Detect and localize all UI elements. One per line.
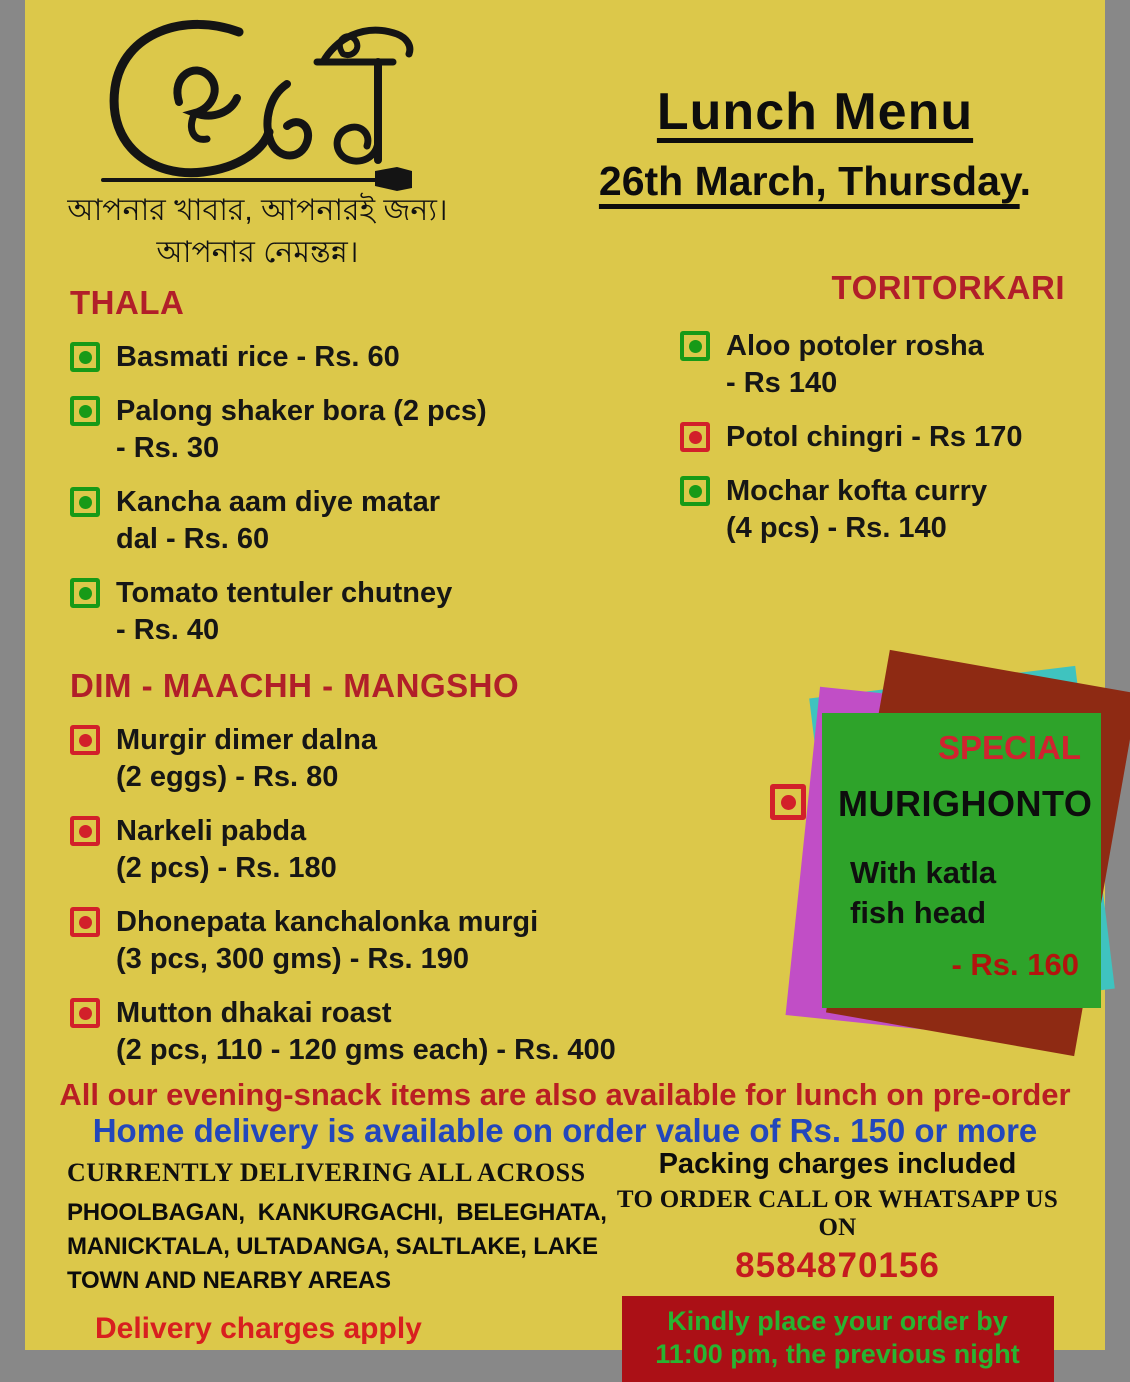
delivery-areas-line: MANICKTALA, ULTADANGA, SALTLAKE, LAKE [67,1233,598,1260]
brand-tagline-1: আপনার খাবার, আপনারই জন্য। [67,194,448,227]
deadline-line: Kindly place your order by [667,1306,1008,1336]
section-title-toritorkari: TORITORKARI [831,269,1065,306]
header [580,82,1050,205]
right-menu-column [680,268,1065,564]
nonveg-icon [70,725,100,755]
item-line: Mutton dhakai roast [116,997,392,1029]
page-title: Lunch Menu [656,83,974,141]
menu-item [70,995,700,1069]
item-line: Narkeli pabda [116,815,307,847]
item-line: Aloo potoler rosha [726,330,984,362]
delivery-info [67,1156,607,1346]
delivery-charges-note: Delivery charges apply [95,1312,422,1345]
special-price: - Rs. 160 [951,947,1079,982]
item-line: - Rs. 40 [116,614,220,646]
nonveg-icon [70,816,100,846]
veg-icon [70,578,100,608]
nonveg-icon [680,422,710,452]
section-title-thala: THALA [70,284,185,321]
nonveg-dot [781,795,796,810]
item-line: - Rs 140 [726,367,838,399]
home-delivery-note: Home delivery is available on order value of Rs. 150 or more [92,1112,1038,1149]
item-line: (2 eggs) - Rs. 80 [116,761,339,793]
veg-icon [70,396,100,426]
menu-item [70,813,700,887]
menu-item [70,339,700,376]
delivery-heading: CURRENTLY DELIVERING ALL ACROSS [67,1158,586,1187]
item-line: dal - Rs. 60 [116,523,270,555]
special-label: SPECIAL [937,729,1081,766]
menu-item [70,575,700,649]
left-menu-column [70,283,700,1086]
veg-dot [79,496,92,509]
special-card [822,713,1101,1008]
item-line: (4 pcs) - Rs. 140 [726,512,947,544]
nonveg-dot [79,825,92,838]
item-line: Palong shaker bora (2 pcs) [116,395,487,427]
veg-dot [689,340,702,353]
delivery-areas-line: TOWN AND NEARBY AREAS [67,1267,391,1294]
special-card-cluster [770,665,1105,1060]
veg-icon [680,331,710,361]
preorder-note: All our evening-snack items are also available for lunch on pre-order [59,1077,1071,1112]
special-dish-name: MURIGHONTO [838,783,1093,824]
item-line: Potol chingri - Rs 170 [726,421,1023,453]
nonveg-dot [79,734,92,747]
phone-number: 8584870156 [735,1246,940,1285]
menu-item [680,328,1065,402]
nonveg-dot [79,1007,92,1020]
order-info [610,1148,1065,1382]
item-line: (2 pcs, 110 - 120 gms each) - Rs. 400 [116,1034,616,1066]
menu-item [70,722,700,796]
nonveg-dot [689,431,702,444]
item-line: Basmati rice - Rs. 60 [116,341,400,373]
packing-note: Packing charges included [658,1148,1017,1180]
item-line: (2 pcs) - Rs. 180 [116,852,337,884]
item-line: (3 pcs, 300 gms) - Rs. 190 [116,943,469,975]
special-desc-line: With katla [850,855,997,890]
deadline-line: 11:00 pm, the previous night [655,1339,1020,1369]
menu-item [680,473,1065,547]
menu-item [70,904,700,978]
veg-icon [70,487,100,517]
item-line: - Rs. 30 [116,432,220,464]
nonveg-icon [770,784,806,820]
veg-dot [689,485,702,498]
delivery-areas-line: PHOOLBAGAN, KANKURGACHI, BELEGHATA, [67,1199,607,1226]
item-line: Murgir dimer dalna [116,724,378,756]
order-deadline-box [622,1296,1054,1382]
nonveg-icon [70,998,100,1028]
menu-item [680,419,1065,456]
item-line: Kancha aam diye matar [116,486,440,518]
menu-item [70,393,700,467]
brand-tagline-2: আপনার নেমন্তন্ন। [156,236,359,269]
item-line: Mochar kofta curry [726,475,988,507]
special-desc-line: fish head [850,895,987,930]
nonveg-icon [70,907,100,937]
veg-icon [680,476,710,506]
date-period: . [1019,158,1032,204]
veg-icon [70,342,100,372]
item-line: Tomato tentuler chutney [116,577,453,609]
contact-heading: TO ORDER CALL OR WHATSAPP US ON [616,1186,1059,1241]
lunch-menu-poster [25,0,1105,1369]
menu-date: 26th March, Thursday. [598,158,1032,204]
brand-logo-calligraphy [91,10,421,192]
section-title-dim-maachh-mangsho: DIM - MAACHH - MANGSHO [70,667,520,704]
item-line: Dhonepata kanchalonka murgi [116,906,539,938]
veg-dot [79,587,92,600]
veg-dot [79,351,92,364]
menu-item [70,484,700,558]
brand-logo [91,10,421,192]
nonveg-dot [79,916,92,929]
veg-dot [79,405,92,418]
